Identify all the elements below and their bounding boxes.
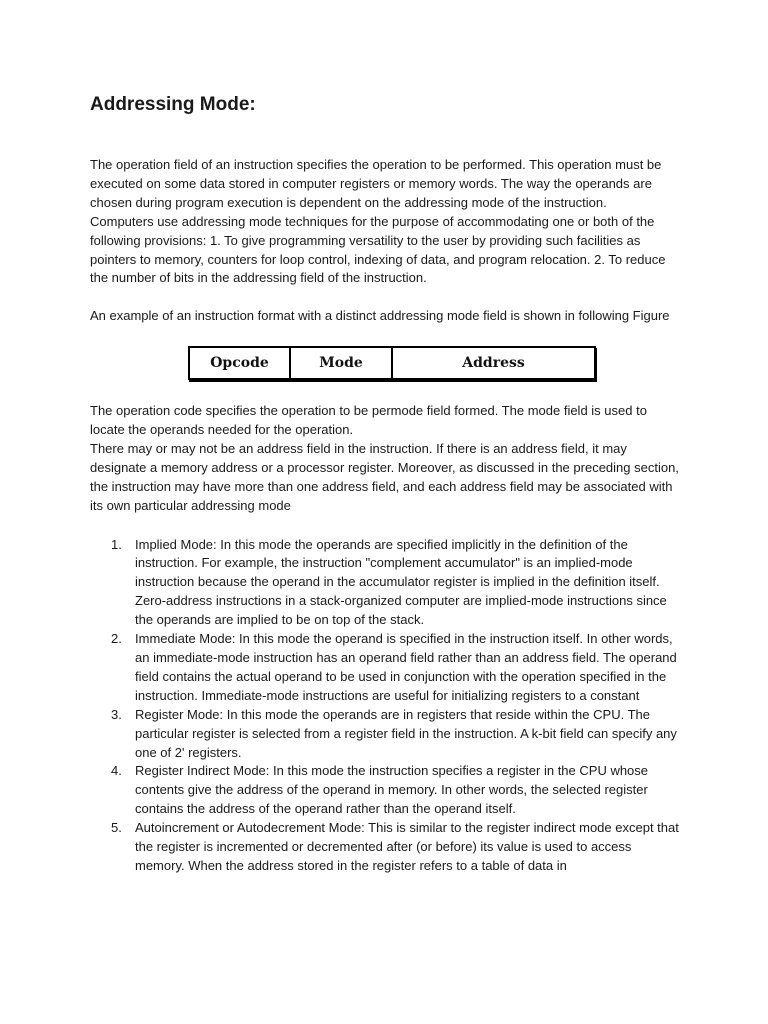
instruction-format-figure: [188, 346, 596, 380]
intro-paragraph-2: Computers use addressing mode techniques for the purpose of accommodating one or both of the following provisions: 1. To give programming versatility to the user by providing such facilities as pointers to memory, counters for loop control, indexing of data, and program relocation. 2. To reduce the number of bits in the addressing field of the instruction.: [90, 213, 666, 286]
list-item-number: 5.: [111, 820, 122, 836]
list-item-number: 2.: [111, 631, 122, 647]
list-item-text: Immediate Mode: In this mode the operand is specified in the instruction itself. In other words, an immediate-mode instruction has an operand field rather than an address field. The operand field contains the actual operand to be used in conjunction with the operation specified in the instruction. Immediate-mode instructions are useful for initializing registers to a constant: [135, 631, 677, 703]
after-figure-paragraph-2: There may or may not be an address field in the instruction. If there is an address field, it may designate a memory address or a processor register. Moreover, as discussed in the preceding section, the instruction may have more than one address field, and each address field may be associated with its own particular addressing mode: [90, 440, 679, 513]
page-title: Addressing Mode:: [90, 94, 256, 115]
addressing-modes-list: [90, 536, 680, 876]
list-item: [90, 536, 680, 631]
list-item-number: 3.: [111, 706, 122, 722]
address-field: Address: [462, 355, 525, 372]
figure-intro-paragraph: An example of an instruction format with a distinct addressing mode field is shown in following Figure: [90, 308, 670, 324]
list-item-text: Autoincrement or Autodecrement Mode: This is similar to the register indirect mode except that the register is incremented or decremented after (or before) its value is used to access memory. When the address stored in the register refers to a table of data in: [135, 820, 679, 873]
list-item: [90, 819, 680, 876]
list-item: [90, 630, 680, 706]
mode-field: Mode: [291, 348, 393, 378]
list-item-text: Implied Mode: In this mode the operands are specified implicitly in the definition of the instruction. For example, the instruction "complement accumulator" is an implied-mode instruction because the operand in the accumulator register is implied in the definition itself. Zero-address instructions in a stack-organized computer are implied-mode instructions since the operands are implied to be on top of the stack.: [135, 536, 667, 628]
opcode-field: Opcode: [190, 348, 291, 378]
list-item: [90, 706, 680, 763]
list-item-text: Register Indirect Mode: In this mode the instruction specifies a register in the CPU whose contents give the address of the operand in memory. In other words, the selected register contains the address of the operand rather than the operand itself.: [135, 763, 649, 817]
intro-paragraph-1: The operation field of an instruction specifies the operation to be performed. This operation must be executed on some data stored in computer registers or memory words. The way the operands are chosen during program execution is dependent on the addressing mode of the instruction.: [90, 157, 662, 210]
paragraph-gap: [90, 288, 680, 307]
document-page: [90, 92, 680, 876]
list-item: [90, 762, 680, 819]
list-item-number: 1.: [111, 536, 122, 552]
after-figure-paragraph-1: The operation code specifies the operation to be permode field formed. The mode field is used to locate the operands needed for the operation.: [90, 403, 647, 438]
list-item-text: Register Mode: In this mode the operands are in registers that reside within the CPU. The particular register is selected from a register field in the instruction. A k-bit field can specify any one of 2' registers.: [135, 706, 677, 760]
list-item-number: 4.: [111, 763, 122, 779]
